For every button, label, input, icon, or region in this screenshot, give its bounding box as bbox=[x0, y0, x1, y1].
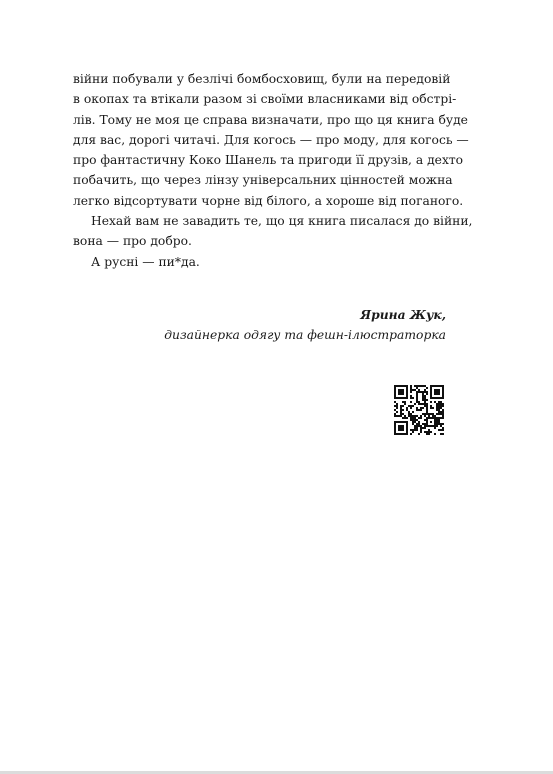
text-line: війни побували у безлічі бомбосховищ, були на передовій bbox=[73, 72, 451, 86]
qr-code-icon[interactable] bbox=[394, 385, 444, 435]
body-text bbox=[73, 69, 473, 272]
text-line: Нехай вам не завадить те, що ця книга писалася до війни, bbox=[91, 214, 473, 229]
text-line: побачить, що через лінзу універсальних цінностей можна bbox=[73, 173, 453, 188]
text-line: А русні — пи*да. bbox=[91, 254, 200, 269]
text-line: легко відсортувати чорне від білого, а хороше від поганого. bbox=[73, 193, 464, 208]
text-line: для вас, дорогі читачі. Для когось — про моду, для когось — bbox=[73, 132, 469, 147]
author-name: Ярина Жук, bbox=[360, 307, 446, 322]
text-line: в окопах та втікали разом зі своїми власниками від обстрі- bbox=[73, 92, 457, 107]
author-signature bbox=[73, 305, 446, 346]
text-line: про фантастичну Коко Шанель та пригоди її друзів, а дехто bbox=[73, 153, 464, 168]
text-line: вона — про добро. bbox=[73, 234, 192, 249]
author-role: дизайнерка одягу та фешн-ілюстраторка bbox=[164, 328, 446, 343]
text-line: лів. Тому не моя це справа визначати, про що ця книга буде bbox=[73, 112, 468, 127]
